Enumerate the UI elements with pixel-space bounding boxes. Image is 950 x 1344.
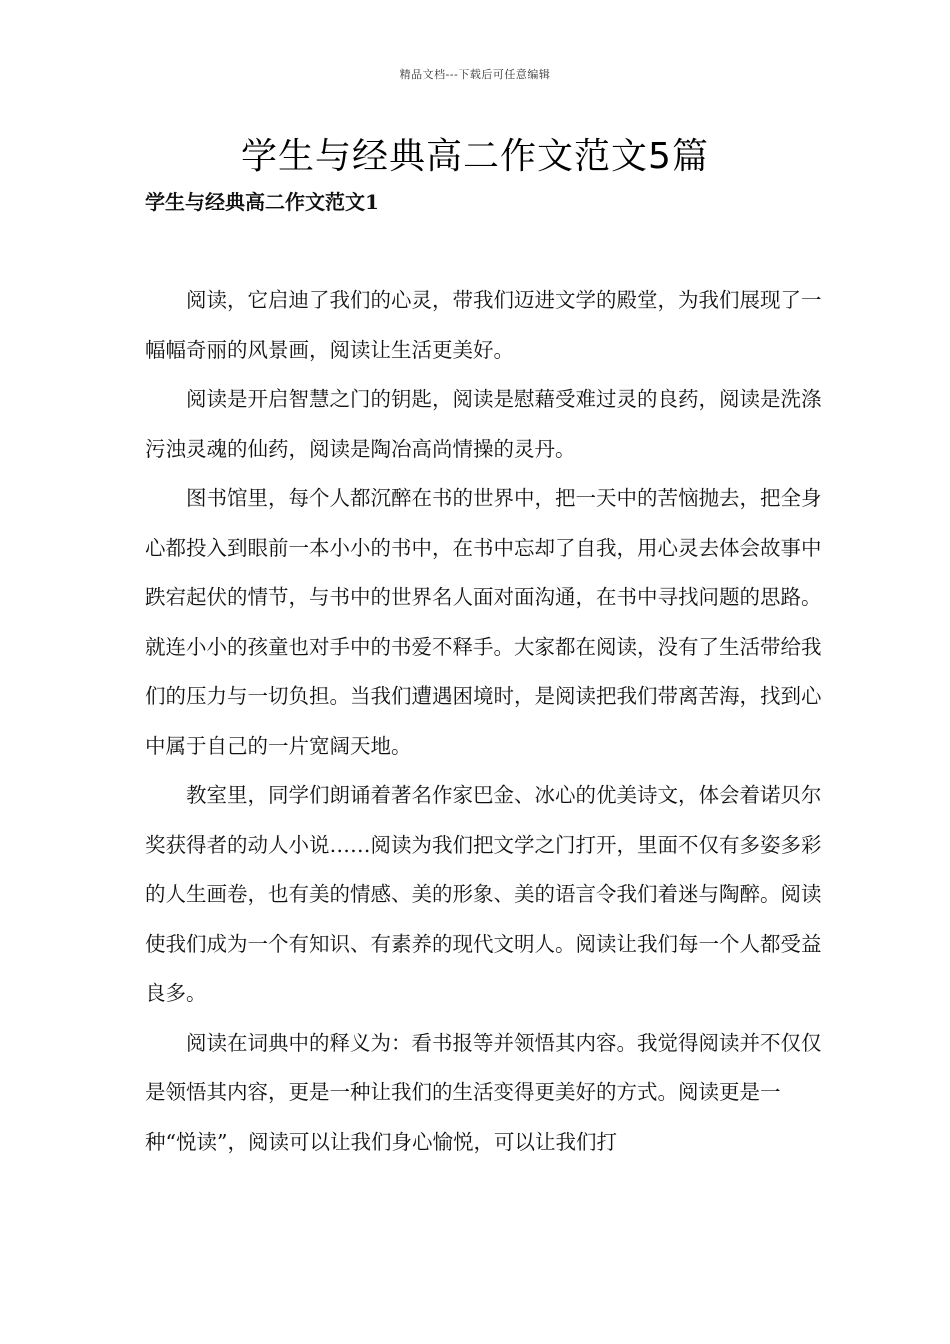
section-title: 学生与经典高二作文范文1 [145, 190, 379, 214]
paragraph: 阅读是开启智慧之门的钥匙，阅读是慰藉受难过灵的良药，阅读是洗涤污浊灵魂的仙药，阅读是陶冶高尚情操的灵丹。 [145, 387, 822, 461]
paragraph: 阅读，它启迪了我们的心灵，带我们迈进文学的殿堂，为我们展现了一幅幅奇丽的风景画，阅读让生活更美好。 [145, 288, 822, 362]
paragraph: 教室里，同学们朗诵着著名作家巴金、冰心的优美诗文，体会着诺贝尔奖获得者的动人小说……阅读为我们把文学之门打开，里面不仅有多姿多彩的人生画卷，也有美的情感、美的形象、美的语言令我们着迷与陶醉。阅读使我们成为一个有知识、有素养的现代文明人。阅读让我们每一个人都受益良多。 [145, 783, 822, 1005]
paragraph: 阅读在词典中的释义为：看书报等并领悟其内容。我觉得阅读并不仅仅是领悟其内容，更是一种让我们的生活变得更美好的方式。阅读更是一种“悦读”，阅读可以让我们身心愉悦，可以让我们打 [145, 1030, 822, 1154]
header-note: 精品文档---下载后可任意编辑 [399, 68, 551, 81]
document-title: 学生与经典高二作文范文5篇 [241, 136, 709, 177]
paragraph: 图书馆里，每个人都沉醉在书的世界中，把一天中的苦恼抛去，把全身心都投入到眼前一本小小的书中，在书中忘却了自我，用心灵去体会故事中跌宕起伏的情节，与书中的世界名人面对面沟通，在书中寻找问题的思路。就连小小的孩童也对手中的书爱不释手。大家都在阅读，没有了生活带给我们的压力与一切负担。当我们遭遇困境时，是阅读把我们带离苦海，找到心中属于自己的一片宽阔天地。 [145, 486, 822, 758]
body-text [145, 276, 825, 1167]
